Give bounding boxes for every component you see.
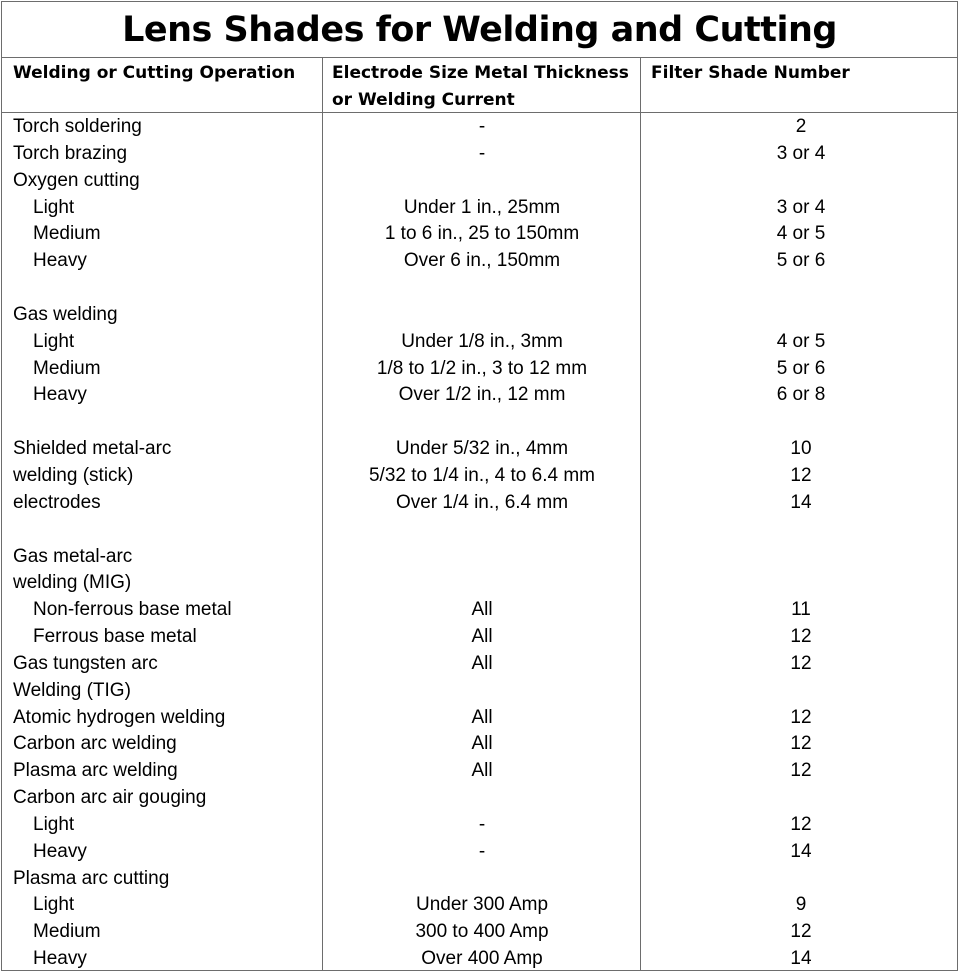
shade-cell: 5 or 6 [776,357,826,379]
size-cell: 5/32 to 1/4 in., 4 to 6.4 mm [368,464,595,486]
operation-cell: Oxygen cutting [13,169,140,191]
header-size [332,60,629,114]
table-row [2,544,957,571]
table-row [2,329,957,356]
size-cell: All [471,599,493,621]
table-row [2,195,957,222]
header-operation: Welding or Cutting Operation [13,63,296,83]
shade-cell: 11 [791,599,811,621]
size-cell: 300 to 400 Amp [415,921,549,943]
shade-cell: 3 or 4 [776,142,826,164]
table-row [2,892,957,919]
shade-cell: 4 or 5 [776,330,826,352]
operation-cell: Plasma arc cutting [13,867,170,889]
size-cell: All [471,626,493,648]
table-row [2,168,957,195]
table-row [2,731,957,758]
table-row [2,409,957,436]
table-row [2,651,957,678]
size-cell: Over 1/4 in., 6.4 mm [395,491,569,513]
size-cell: Under 300 Amp [415,894,549,916]
operation-cell: Plasma arc welding [13,760,178,782]
shade-cell: 14 [790,840,812,862]
operation-cell: Heavy [33,384,87,406]
shade-cell: 12 [790,813,812,835]
operation-cell: Medium [33,223,101,245]
header-shade: Filter Shade Number [651,63,850,83]
table-row [2,490,957,517]
operation-cell: Carbon arc welding [13,733,177,755]
table-row [2,705,957,732]
size-cell: - [478,840,486,862]
operation-cell: Heavy [33,948,87,970]
shade-cell: 12 [790,652,812,674]
table-row [2,812,957,839]
table-row [2,248,957,275]
operation-cell: welding (stick) [13,464,134,486]
operation-cell: electrodes [13,491,101,513]
operation-cell: Non-ferrous base metal [33,599,232,621]
shade-cell: 4 or 5 [776,223,826,245]
shade-cell: 12 [790,464,812,486]
size-cell: Over 6 in., 150mm [403,250,561,272]
shade-cell: 2 [795,116,807,137]
operation-cell: Light [33,894,75,916]
operation-cell: Medium [33,357,101,379]
shade-cell: 12 [790,733,812,755]
size-cell: 1/8 to 1/2 in., 3 to 12 mm [376,357,588,379]
operation-cell: Carbon arc air gouging [13,787,207,809]
size-cell: Under 1/8 in., 3mm [401,330,563,352]
operation-cell: Gas welding [13,303,118,325]
operation-cell: Light [33,330,75,352]
size-cell: - [478,813,486,835]
operation-cell: Light [33,196,75,218]
size-cell: Over 1/2 in., 12 mm [398,384,566,406]
shade-cell: 14 [790,491,812,513]
table-row [2,356,957,383]
table-row [2,678,957,705]
table-row [2,275,957,302]
header-size-line1: Electrode Size Metal Thickness [332,63,629,83]
size-cell: - [478,116,486,137]
operation-cell: welding (MIG) [13,572,132,594]
size-cell: Under 1 in., 25mm [403,196,561,218]
table-row [2,114,957,141]
table-row [2,597,957,624]
operation-cell: Atomic hydrogen welding [13,706,226,728]
operation-cell: Gas tungsten arc [13,652,158,674]
shade-cell: 12 [790,626,812,648]
table-row [2,758,957,785]
shade-cell: 10 [790,438,812,460]
operation-cell: Heavy [33,840,87,862]
shade-cell: 14 [790,948,812,970]
table-row [2,785,957,812]
shade-cell: 3 or 4 [776,196,826,218]
size-cell: Under 5/32 in., 4mm [395,438,569,460]
operation-cell: Gas metal-arc [13,545,133,567]
size-cell: All [471,706,493,728]
shade-cell: 9 [795,894,807,916]
shade-cell: 12 [790,706,812,728]
table-row [2,866,957,893]
table-row [2,919,957,946]
table-row [2,436,957,463]
size-cell: All [471,733,493,755]
table-row [2,302,957,329]
size-cell: 1 to 6 in., 25 to 150mm [384,223,580,245]
lens-shade-table [1,1,958,971]
size-cell: - [478,142,486,164]
operation-cell: Heavy [33,250,87,272]
size-cell: All [471,652,493,674]
table-row [2,517,957,544]
operation-cell: Shielded metal-arc [13,438,172,460]
table-row [2,463,957,490]
table-row [2,946,957,973]
table-title: Lens Shades for Welding and Cutting [2,2,957,58]
operation-cell: Light [33,813,75,835]
table-body [2,114,957,973]
operation-cell: Torch soldering [13,116,142,137]
shade-cell: 12 [790,760,812,782]
size-cell: Over 400 Amp [421,948,543,970]
table-row [2,570,957,597]
table-row [2,382,957,409]
shade-cell: 12 [790,921,812,943]
operation-cell: Medium [33,921,101,943]
shade-cell: 6 or 8 [776,384,826,406]
table-row [2,624,957,651]
operation-cell: Ferrous base metal [33,626,197,648]
table-row [2,141,957,168]
operation-cell: Torch brazing [13,142,128,164]
table-row [2,221,957,248]
operation-cell: Welding (TIG) [13,679,131,701]
header-size-line2: or Welding Current [332,90,515,110]
table-row [2,839,957,866]
size-cell: All [471,760,493,782]
shade-cell: 5 or 6 [776,250,826,272]
